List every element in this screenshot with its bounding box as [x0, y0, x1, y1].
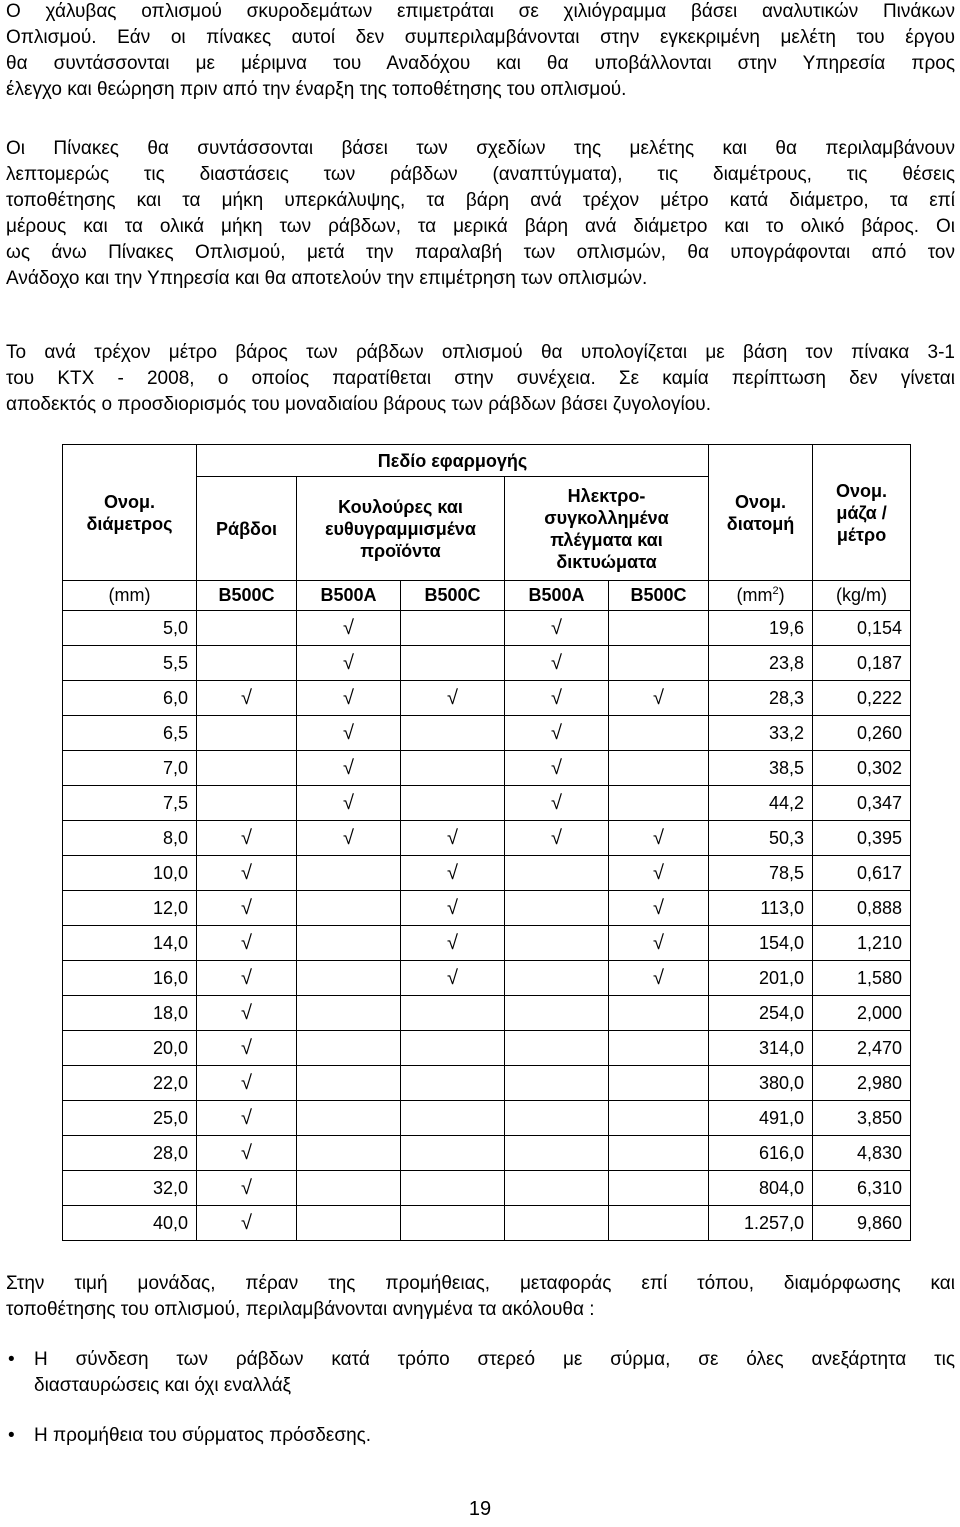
cell-section-area: 78,5	[709, 856, 813, 891]
cell-mesh-b500a	[505, 996, 609, 1031]
check-mark-icon: √	[551, 826, 562, 849]
cell-section-area: 491,0	[709, 1101, 813, 1136]
check-mark-icon: √	[343, 651, 354, 674]
text-line: Οπλισμού. Εάν οι πίνακες αυτοί δεν συμπεριλαμβάνονται στην εγκεκριμένη μελέτη του έργου	[6, 27, 955, 48]
check-mark-icon: √	[241, 966, 252, 989]
cell-mass-per-metre: 6,310	[813, 1171, 911, 1206]
text-line: Η σύνδεση των ράβδων κατά τρόπο στερεό με σύρμα, σε όλες ανεξάρτητα τις	[34, 1349, 955, 1370]
cell-section-area: 804,0	[709, 1171, 813, 1206]
unit-diameter: (mm)	[63, 581, 197, 611]
cell-mesh-b500c	[609, 611, 709, 646]
cell-bars-b500c	[197, 1206, 297, 1241]
cell-section-area: 154,0	[709, 926, 813, 961]
cell-mesh-b500c	[609, 681, 709, 716]
header-nominal-diameter: Ονομ. διάμετρος	[63, 445, 197, 581]
cell-coils-b500c	[401, 891, 505, 926]
check-mark-icon: √	[551, 686, 562, 709]
cell-mesh-b500c	[609, 891, 709, 926]
table-row	[63, 1171, 911, 1206]
cell-mass-per-metre: 9,860	[813, 1206, 911, 1241]
cell-mass-per-metre: 1,580	[813, 961, 911, 996]
cell-coils-b500c	[401, 611, 505, 646]
check-mark-icon: √	[653, 931, 665, 954]
cell-diameter: 20,0	[63, 1031, 197, 1066]
cell-mesh-b500a	[505, 856, 609, 891]
bullet-item-bar-tying	[6, 1347, 955, 1399]
cell-section-area: 1.257,0	[709, 1206, 813, 1241]
cell-bars-b500c	[197, 681, 297, 716]
header-bars: Ράβδοι	[197, 477, 297, 581]
grade-mesh-b500c: B500C	[609, 581, 709, 611]
rebar-properties-table	[62, 444, 911, 1241]
table-row	[63, 961, 911, 996]
check-mark-icon: √	[653, 861, 665, 884]
unit-section	[709, 581, 813, 611]
table-row	[63, 821, 911, 856]
cell-coils-b500a	[297, 1171, 401, 1206]
cell-mesh-b500a	[505, 1206, 609, 1241]
cell-mesh-b500c	[609, 856, 709, 891]
check-mark-icon: √	[241, 1106, 252, 1129]
check-mark-icon: √	[653, 826, 665, 849]
cell-coils-b500c	[401, 996, 505, 1031]
text-line: τοποθέτησης του οπλισμού, περιλαμβάνονται ανηγμένα τα ακόλουθα :	[6, 1299, 595, 1320]
bullet-text	[34, 1347, 955, 1399]
table-row	[63, 1031, 911, 1066]
check-mark-icon: √	[551, 791, 562, 814]
cell-coils-b500c	[401, 1136, 505, 1171]
cell-bars-b500c	[197, 856, 297, 891]
table-row	[63, 611, 911, 646]
cell-mesh-b500c	[609, 786, 709, 821]
cell-section-area: 23,8	[709, 646, 813, 681]
cell-diameter: 6,0	[63, 681, 197, 716]
check-mark-icon: √	[241, 1141, 252, 1164]
cell-coils-b500a	[297, 1206, 401, 1241]
cell-coils-b500a	[297, 961, 401, 996]
grade-bars-b500c: B500C	[197, 581, 297, 611]
cell-coils-b500c	[401, 1031, 505, 1066]
cell-mass-per-metre: 0,617	[813, 856, 911, 891]
cell-mesh-b500a	[505, 611, 609, 646]
cell-mass-per-metre: 0,154	[813, 611, 911, 646]
check-mark-icon: √	[241, 1211, 252, 1234]
cell-mesh-b500a	[505, 646, 609, 681]
cell-mesh-b500a	[505, 751, 609, 786]
text-line: μέρους και τα ολικά μήκη των ράβδων, τα μερικά βάρη ανά διάμετρο και το ολικό βάρος. Οι	[6, 216, 955, 237]
check-mark-icon: √	[241, 1071, 252, 1094]
check-mark-icon: √	[241, 826, 252, 849]
cell-mesh-b500c	[609, 1171, 709, 1206]
cell-diameter: 10,0	[63, 856, 197, 891]
bullet-item-wire-supply	[6, 1423, 955, 1449]
cell-mesh-b500a	[505, 716, 609, 751]
cell-bars-b500c	[197, 716, 297, 751]
cell-coils-b500c	[401, 856, 505, 891]
unit-mass: (kg/m)	[813, 581, 911, 611]
cell-mesh-b500c	[609, 926, 709, 961]
text-line: του ΚΤΧ - 2008, ο οποίος παρατίθεται στην συνέχεια. Σε καμία περίπτωση δεν γίνεται	[6, 368, 955, 389]
grade-coils-b500a: B500A	[297, 581, 401, 611]
cell-coils-b500c	[401, 1066, 505, 1101]
cell-mesh-b500c	[609, 961, 709, 996]
bullet-text	[34, 1423, 955, 1449]
cell-coils-b500c	[401, 646, 505, 681]
cell-mesh-b500c	[609, 821, 709, 856]
cell-diameter: 5,0	[63, 611, 197, 646]
check-mark-icon: √	[241, 1036, 252, 1059]
text-line: ως άνω Πίνακες Οπλισμού, μετά την παραλαβή των οπλισμών, θα υπογράφονται από τον	[6, 242, 955, 263]
cell-mesh-b500a	[505, 1066, 609, 1101]
cell-section-area: 201,0	[709, 961, 813, 996]
cell-coils-b500a	[297, 891, 401, 926]
cell-diameter: 16,0	[63, 961, 197, 996]
bullet-dot: •	[8, 1349, 15, 1370]
cell-mesh-b500c	[609, 996, 709, 1031]
cell-coils-b500a	[297, 1066, 401, 1101]
header-nominal-section: Ονομ. διατομή	[709, 445, 813, 581]
cell-section-area: 314,0	[709, 1031, 813, 1066]
paragraph-measurement-method	[6, 0, 955, 103]
check-mark-icon: √	[343, 686, 354, 709]
check-mark-icon: √	[447, 861, 458, 884]
cell-coils-b500a	[297, 681, 401, 716]
table-row	[63, 856, 911, 891]
header-nominal-mass: Ονομ. μάζα / μέτρο	[813, 445, 911, 581]
table-row	[63, 1136, 911, 1171]
cell-mesh-b500a	[505, 786, 609, 821]
check-mark-icon: √	[653, 966, 665, 989]
check-mark-icon: √	[343, 791, 354, 814]
cell-diameter: 6,5	[63, 716, 197, 751]
grade-mesh-b500a: B500A	[505, 581, 609, 611]
cell-coils-b500a	[297, 716, 401, 751]
cell-mass-per-metre: 0,302	[813, 751, 911, 786]
check-mark-icon: √	[447, 686, 458, 709]
cell-bars-b500c	[197, 926, 297, 961]
cell-diameter: 7,5	[63, 786, 197, 821]
cell-mesh-b500c	[609, 1136, 709, 1171]
cell-coils-b500c	[401, 926, 505, 961]
table-row	[63, 1101, 911, 1136]
cell-section-area: 50,3	[709, 821, 813, 856]
paragraph-weight-calculation	[6, 340, 955, 418]
cell-coils-b500a	[297, 1101, 401, 1136]
cell-mesh-b500a	[505, 821, 609, 856]
cell-mass-per-metre: 2,470	[813, 1031, 911, 1066]
table-row	[63, 996, 911, 1031]
cell-mesh-b500c	[609, 646, 709, 681]
text-line: Ο χάλυβας οπλισμού σκυροδεμάτων επιμετράται σε χιλιόγραμμα βάσει αναλυτικών Πινάκων	[6, 1, 955, 22]
cell-bars-b500c	[197, 1171, 297, 1206]
check-mark-icon: √	[551, 756, 562, 779]
cell-mesh-b500c	[609, 1066, 709, 1101]
cell-bars-b500c	[197, 996, 297, 1031]
cell-section-area: 113,0	[709, 891, 813, 926]
cell-bars-b500c	[197, 1066, 297, 1101]
cell-coils-b500a	[297, 821, 401, 856]
cell-mesh-b500a	[505, 1031, 609, 1066]
cell-section-area: 616,0	[709, 1136, 813, 1171]
cell-section-area: 380,0	[709, 1066, 813, 1101]
check-mark-icon: √	[241, 861, 252, 884]
cell-bars-b500c	[197, 891, 297, 926]
cell-mass-per-metre: 2,000	[813, 996, 911, 1031]
cell-bars-b500c	[197, 1101, 297, 1136]
bullet-dot: •	[8, 1425, 15, 1446]
cell-diameter: 32,0	[63, 1171, 197, 1206]
cell-coils-b500c	[401, 786, 505, 821]
cell-diameter: 25,0	[63, 1101, 197, 1136]
cell-coils-b500a	[297, 611, 401, 646]
check-mark-icon: √	[653, 896, 665, 919]
cell-coils-b500a	[297, 646, 401, 681]
cell-mesh-b500c	[609, 1206, 709, 1241]
cell-section-area: 33,2	[709, 716, 813, 751]
cell-diameter: 22,0	[63, 1066, 197, 1101]
cell-section-area: 254,0	[709, 996, 813, 1031]
check-mark-icon: √	[241, 1176, 252, 1199]
cell-coils-b500a	[297, 1136, 401, 1171]
cell-coils-b500a	[297, 751, 401, 786]
cell-mass-per-metre: 0,395	[813, 821, 911, 856]
text-line: Στην τιμή μονάδας, πέραν της προμήθειας, μεταφοράς επί τόπου, διαμόρφωσης και	[6, 1273, 955, 1294]
check-mark-icon: √	[447, 931, 458, 954]
grade-coils-b500c: B500C	[401, 581, 505, 611]
cell-coils-b500c	[401, 821, 505, 856]
cell-coils-b500c	[401, 961, 505, 996]
check-mark-icon: √	[241, 686, 252, 709]
cell-diameter: 40,0	[63, 1206, 197, 1241]
cell-bars-b500c	[197, 646, 297, 681]
text-line: Το ανά τρέχον μέτρο βάρος των ράβδων οπλισμού θα υπολογίζεται με βάση τον πίνακα 3-1	[6, 342, 955, 363]
check-mark-icon: √	[343, 616, 354, 639]
cell-diameter: 18,0	[63, 996, 197, 1031]
cell-mesh-b500a	[505, 1171, 609, 1206]
cell-diameter: 5,5	[63, 646, 197, 681]
cell-mass-per-metre: 0,187	[813, 646, 911, 681]
text-line: Ανάδοχο και την Υπηρεσία και θα αποτελούν την επιμέτρηση των οπλισμών.	[6, 268, 648, 289]
text-line: θα συντάσσονται με μέριμνα του Αναδόχου και θα υποβάλλονται στην Υπηρεσία προς	[6, 53, 955, 74]
header-field-of-application: Πεδίο εφαρμογής	[197, 445, 709, 477]
cell-bars-b500c	[197, 611, 297, 646]
cell-bars-b500c	[197, 786, 297, 821]
cell-bars-b500c	[197, 751, 297, 786]
cell-coils-b500c	[401, 681, 505, 716]
unit-section-close: )	[778, 585, 785, 605]
cell-coils-b500a	[297, 856, 401, 891]
cell-bars-b500c	[197, 1031, 297, 1066]
cell-mass-per-metre: 3,850	[813, 1101, 911, 1136]
text-line: διασταυρώσεις και όχι εναλλάξ	[34, 1375, 292, 1396]
cell-mass-per-metre: 0,260	[813, 716, 911, 751]
table-row	[63, 786, 911, 821]
header-coils: Κουλούρες και ευθυγραμμισμένα προϊόντα	[297, 477, 505, 581]
cell-coils-b500a	[297, 926, 401, 961]
cell-mass-per-metre: 2,980	[813, 1066, 911, 1101]
rebar-table-body	[63, 611, 911, 1241]
cell-diameter: 7,0	[63, 751, 197, 786]
cell-mass-per-metre: 1,210	[813, 926, 911, 961]
table-row	[63, 1066, 911, 1101]
header-welded-mesh: Ηλεκτρο-συγκολλημένα πλέγματα και δικτυώματα	[505, 477, 709, 581]
cell-diameter: 12,0	[63, 891, 197, 926]
cell-coils-b500c	[401, 751, 505, 786]
text-line: λεπτομερώς τις διαστάσεις των ράβδων (αναπτύγματα), τις διαμέτρους, τις θέσεις	[6, 164, 955, 185]
check-mark-icon: √	[241, 1001, 252, 1024]
cell-bars-b500c	[197, 1136, 297, 1171]
cell-coils-b500a	[297, 1031, 401, 1066]
cell-mass-per-metre: 0,888	[813, 891, 911, 926]
check-mark-icon: √	[343, 721, 354, 744]
check-mark-icon: √	[653, 686, 665, 709]
paragraph-reinforcement-tables	[6, 136, 955, 292]
text-line: τοποθέτησης και τα μήκη υπερκάλυψης, τα βάρη ανά τρέχον μέτρο κατά διάμετρο, τα επί	[6, 190, 955, 211]
table-row	[63, 891, 911, 926]
cell-section-area: 38,5	[709, 751, 813, 786]
text-line: Η προμήθεια του σύρματος πρόσδεσης.	[34, 1425, 372, 1446]
text-line: Οι Πίνακες θα συντάσσονται βάσει των σχεδίων της μελέτης και θα περιλαμβάνουν	[6, 138, 955, 159]
cell-coils-b500c	[401, 1171, 505, 1206]
cell-diameter: 14,0	[63, 926, 197, 961]
unit-section-text: (mm	[736, 585, 773, 605]
check-mark-icon: √	[343, 826, 354, 849]
check-mark-icon: √	[551, 616, 562, 639]
cell-mesh-b500c	[609, 751, 709, 786]
cell-section-area: 28,3	[709, 681, 813, 716]
table-row	[63, 751, 911, 786]
cell-section-area: 44,2	[709, 786, 813, 821]
check-mark-icon: √	[241, 931, 252, 954]
cell-mesh-b500c	[609, 1031, 709, 1066]
cell-mesh-b500a	[505, 1101, 609, 1136]
cell-coils-b500c	[401, 716, 505, 751]
check-mark-icon: √	[343, 756, 354, 779]
cell-coils-b500c	[401, 1101, 505, 1136]
check-mark-icon: √	[447, 826, 458, 849]
cell-bars-b500c	[197, 821, 297, 856]
cell-section-area: 19,6	[709, 611, 813, 646]
cell-mesh-b500a	[505, 926, 609, 961]
unit-section-superscript: 2	[772, 585, 779, 597]
table-row	[63, 926, 911, 961]
cell-mesh-b500a	[505, 891, 609, 926]
check-mark-icon: √	[241, 896, 252, 919]
cell-mass-per-metre: 0,347	[813, 786, 911, 821]
table-row	[63, 716, 911, 751]
cell-mesh-b500c	[609, 716, 709, 751]
paragraph-unit-price	[6, 1271, 955, 1323]
table-row	[63, 1206, 911, 1241]
check-mark-icon: √	[551, 651, 562, 674]
cell-coils-b500a	[297, 996, 401, 1031]
text-line: έλεγχο και θεώρηση πριν από την έναρξη της τοποθέτησης του οπλισμού.	[6, 79, 627, 100]
cell-diameter: 28,0	[63, 1136, 197, 1171]
table-row	[63, 681, 911, 716]
table-row	[63, 646, 911, 681]
cell-mesh-b500a	[505, 1136, 609, 1171]
check-mark-icon: √	[447, 896, 458, 919]
check-mark-icon: √	[447, 966, 458, 989]
cell-mass-per-metre: 4,830	[813, 1136, 911, 1171]
cell-bars-b500c	[197, 961, 297, 996]
cell-coils-b500a	[297, 786, 401, 821]
cell-mass-per-metre: 0,222	[813, 681, 911, 716]
page-number: 19	[468, 1498, 492, 1520]
text-line: αποδεκτός ο προσδιορισμός του μοναδιαίου βάρους των ράβδων βάσει ζυγολογίου.	[6, 394, 711, 415]
cell-coils-b500c	[401, 1206, 505, 1241]
cell-mesh-b500c	[609, 1101, 709, 1136]
cell-mesh-b500a	[505, 961, 609, 996]
check-mark-icon: √	[551, 721, 562, 744]
cell-diameter: 8,0	[63, 821, 197, 856]
cell-mesh-b500a	[505, 681, 609, 716]
